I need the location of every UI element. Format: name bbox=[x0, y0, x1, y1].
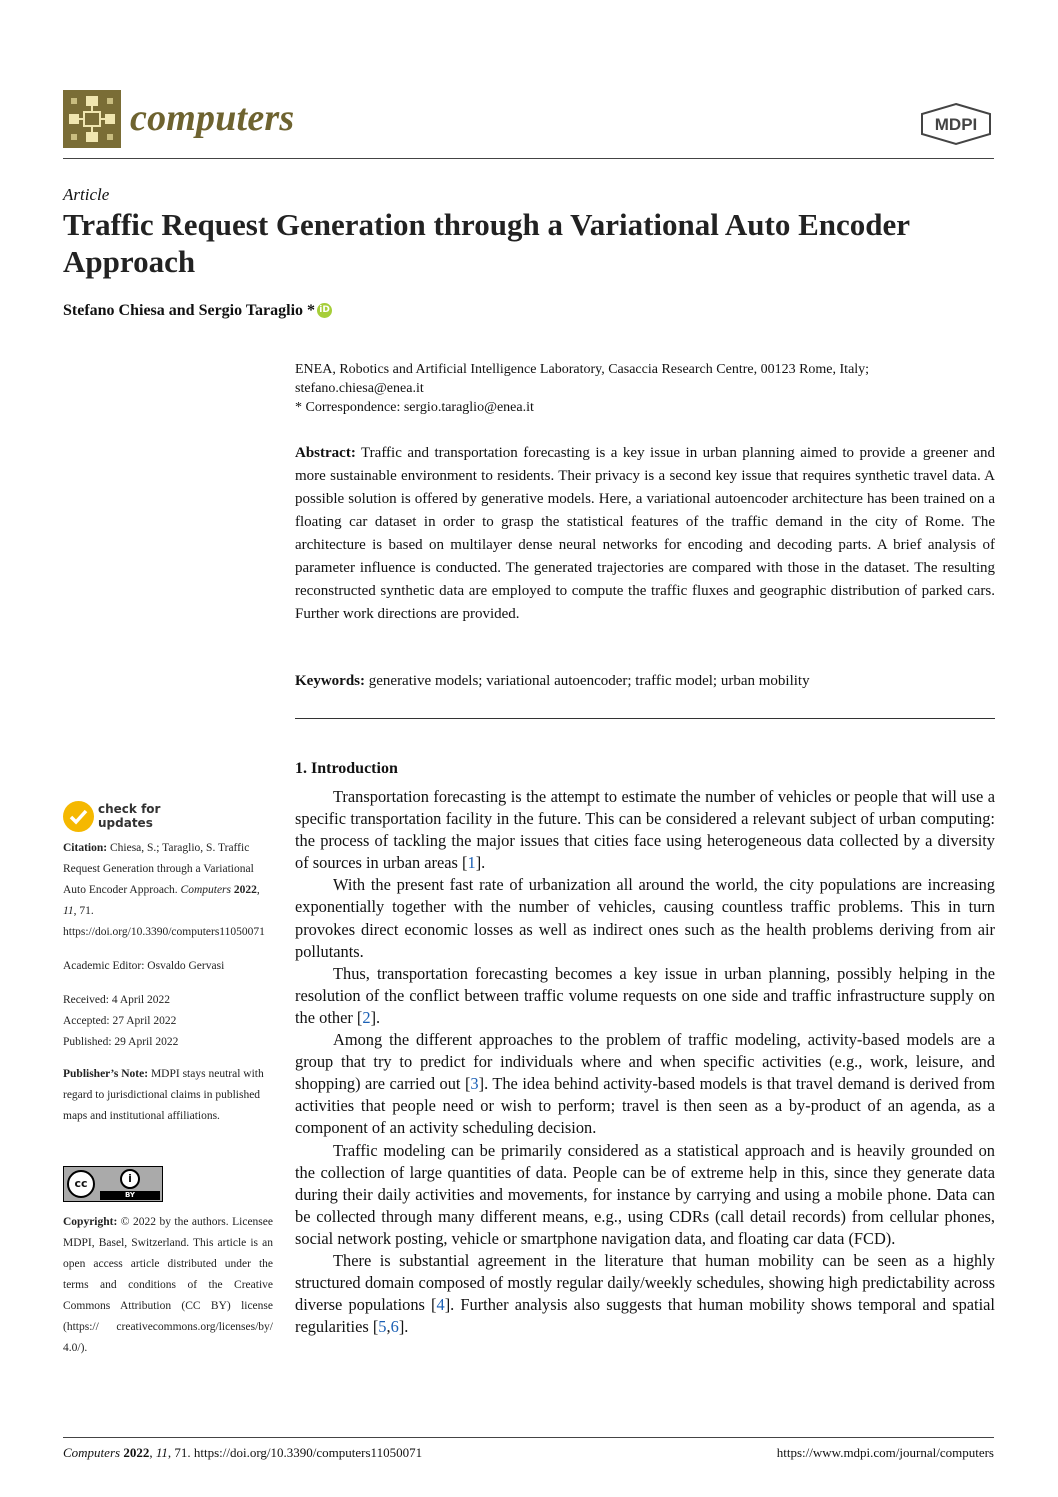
date-received: Received: 4 April 2022 bbox=[63, 994, 170, 1006]
header-divider bbox=[63, 158, 994, 159]
publisher-note bbox=[63, 1064, 273, 1127]
citation-link[interactable]: 5 bbox=[378, 1317, 387, 1337]
check-updates-line2: updates bbox=[98, 816, 153, 830]
citation-link[interactable]: 6 bbox=[390, 1317, 399, 1337]
check-updates-line1: check for bbox=[98, 802, 161, 816]
publication-dates bbox=[63, 990, 273, 1053]
orcid-icon[interactable]: iD bbox=[317, 303, 332, 318]
citation-link[interactable]: 4 bbox=[436, 1295, 445, 1315]
journal-name: computers bbox=[130, 97, 295, 139]
copyright-text: © 2022 by the authors. Licensee MDPI, Basel, Switzerland. This article is an open access article distributed under the terms and conditions of the Creative Commons Attribution (CC BY) license (https:// creativecommons.org/licenses/by/ 4.0/). bbox=[63, 1216, 273, 1354]
citation-block: Citation: Chiesa, S.; Taraglio, S. Traffic Request Generation through a Variational Auto Encoder Approach. Computers 2022, 11, 71. https://doi.org/10.3390/computers11050071 bbox=[63, 842, 265, 938]
mdpi-logo bbox=[918, 102, 994, 146]
introduction-body bbox=[295, 786, 995, 1338]
publisher-note-label: Publisher’s Note: bbox=[63, 1068, 149, 1080]
abstract-divider bbox=[295, 718, 995, 719]
cc-icon: cc bbox=[67, 1170, 95, 1198]
check-for-updates-badge[interactable] bbox=[63, 800, 173, 836]
correspondence: * Correspondence: sergio.taraglio@enea.it bbox=[295, 400, 534, 415]
footer-divider bbox=[63, 1437, 994, 1438]
citation-journal: Computers bbox=[180, 884, 232, 896]
copyright-label: Copyright: bbox=[63, 1216, 118, 1228]
date-accepted: Accepted: 27 April 2022 bbox=[63, 1015, 177, 1027]
authors-text: Stefano Chiesa and Sergio Taraglio * bbox=[63, 302, 316, 319]
author-list bbox=[63, 302, 332, 320]
copyright-block bbox=[63, 1212, 273, 1359]
intro-paragraph-4: Among the different approaches to the problem of traffic modeling, activity-based models are a group that try to predict for individuals where and when specific activities (e.g., work, leisure, and shopping) are carried out [3]. The idea behind activity-based models is that travel demand is derived from activities that people need or wish to perform; travel is then seen as a by-product of an agenda, as a component of an activity scheduling decision. bbox=[295, 1030, 995, 1138]
cc-by-label: BY bbox=[100, 1191, 160, 1200]
check-updates-text bbox=[98, 802, 160, 830]
footer-citation: Computers 2022, 11, 71. https://doi.org/10.3390/computers11050071 bbox=[63, 1445, 423, 1460]
keywords bbox=[295, 673, 995, 690]
citation-link[interactable]: 3 bbox=[470, 1074, 479, 1094]
academic-editor: Academic Editor: Osvaldo Gervasi bbox=[63, 960, 225, 972]
citation-volume: 11 bbox=[63, 905, 74, 917]
intro-paragraph-5: Traffic modeling can be primarily considered as a statistical approach and is heavily grounded on the collection of large quantities of data. People can be of extreme help in this, since they generate data during their daily activities and movements, for instance by carrying and using a mobile phone. Data can be collected through many different means, e.g., using CDRs (call detail records) from cellular phones, social network posting, vehicle or smartphone navigation data, and floating car data (FCD). bbox=[295, 1140, 995, 1248]
abstract bbox=[295, 442, 995, 626]
footer-doi[interactable]: , 71. https://doi.org/10.3390/computers11050071 bbox=[167, 1445, 423, 1460]
citation-link[interactable]: 2 bbox=[362, 1007, 371, 1027]
article-title: Traffic Request Generation through a Variational Auto Encoder Approach bbox=[63, 207, 910, 279]
attribution-icon: i bbox=[120, 1169, 140, 1189]
affiliation-email: stefano.chiesa@enea.it bbox=[295, 381, 424, 396]
citation-doi[interactable]: , 71. https://doi.org/10.3390/computers11050071 bbox=[63, 905, 265, 938]
affiliation-block bbox=[295, 360, 995, 417]
publisher-note-text: MDPI stays neutral with regard to jurisdictional claims in published maps and institutional affiliations. bbox=[63, 1068, 264, 1122]
affiliation-line: ENEA, Robotics and Artificial Intelligence Laboratory, Casaccia Research Centre, 00123 Rome, Italy; bbox=[295, 362, 870, 377]
footer-year: 2022 bbox=[123, 1445, 150, 1460]
section-heading-introduction: 1. Introduction bbox=[295, 760, 398, 777]
intro-paragraph-2: With the present fast rate of urbanization all around the world, the city populations are increasing exponentially together with the number of vehicles, causing countless traffic problems. This in turn provokes direct economic losses as well as indirect ones such as the health problems deriving from air pollutants. bbox=[295, 875, 995, 961]
footer-journal: Computers bbox=[63, 1445, 121, 1460]
citation-label: Citation: bbox=[63, 842, 108, 854]
keywords-text: generative models; variational autoencoder; traffic model; urban mobility bbox=[368, 673, 810, 689]
keywords-label: Keywords: bbox=[295, 673, 365, 689]
intro-paragraph-1: Transportation forecasting is the attempt to estimate the number of vehicles or people that will use a specific transportation facility in the future. This can be considered a relevant subject of urban computing: the process of tackling the major issues that cities face using heterogeneous data collected by a diversity of sources in urban areas [1]. bbox=[295, 787, 995, 873]
journal-logo bbox=[63, 90, 121, 148]
date-published: Published: 29 April 2022 bbox=[63, 1036, 179, 1048]
footer-journal-url[interactable]: https://www.mdpi.com/journal/computers bbox=[776, 1445, 994, 1460]
cc-by-license-badge[interactable] bbox=[63, 1166, 163, 1202]
abstract-text: Traffic and transportation forecasting is a key issue in urban planning aimed to provide a greener and more sustainable environment to residents. Their privacy is a second key issue that requires synthetic travel data. A possible solution is offered by generative models. Here, a variational autoencoder architecture has been trained on a floating car dataset in order to grasp the statistical features of the traffic demand in the city of Rome. The architecture is based on multilayer dense neural networks for encoding and decoding parts. A brief analysis of parameter influence is conducted. The generated trajectories are compared with those in the dataset. The resulting reconstructed synthetic data are employed to compute the traffic fluxes and geographic distribution of parked cars. Further work directions are provided. bbox=[295, 445, 995, 622]
article-type: Article bbox=[63, 185, 110, 204]
mdpi-logo-text: MDPI bbox=[934, 115, 978, 134]
intro-paragraph-3: Thus, transportation forecasting becomes a key issue in urban planning, possibly helping in the resolution of the conflict between traffic volume requests on one side and traffic infrastructure supply on the other [2]. bbox=[295, 963, 995, 1027]
footer-volume: 11 bbox=[155, 1445, 168, 1460]
citation-text: Chiesa, S.; Taraglio, S. Traffic Request Generation through a Variational Auto Encoder Approach. bbox=[63, 842, 254, 896]
citation-link[interactable]: 1 bbox=[467, 853, 476, 873]
citation-year: 2022 bbox=[233, 884, 257, 896]
check-updates-icon bbox=[63, 801, 94, 832]
intro-paragraph-6: There is substantial agreement in the literature that human mobility can be seen as a highly structured domain composed of mostly regular daily/weekly schedules, showing high predictability across diverse populations [4]. Further analysis also suggests that human mobility shows temporal and spatial regularities [5,6]. bbox=[295, 1250, 995, 1337]
abstract-label: Abstract: bbox=[295, 445, 356, 461]
